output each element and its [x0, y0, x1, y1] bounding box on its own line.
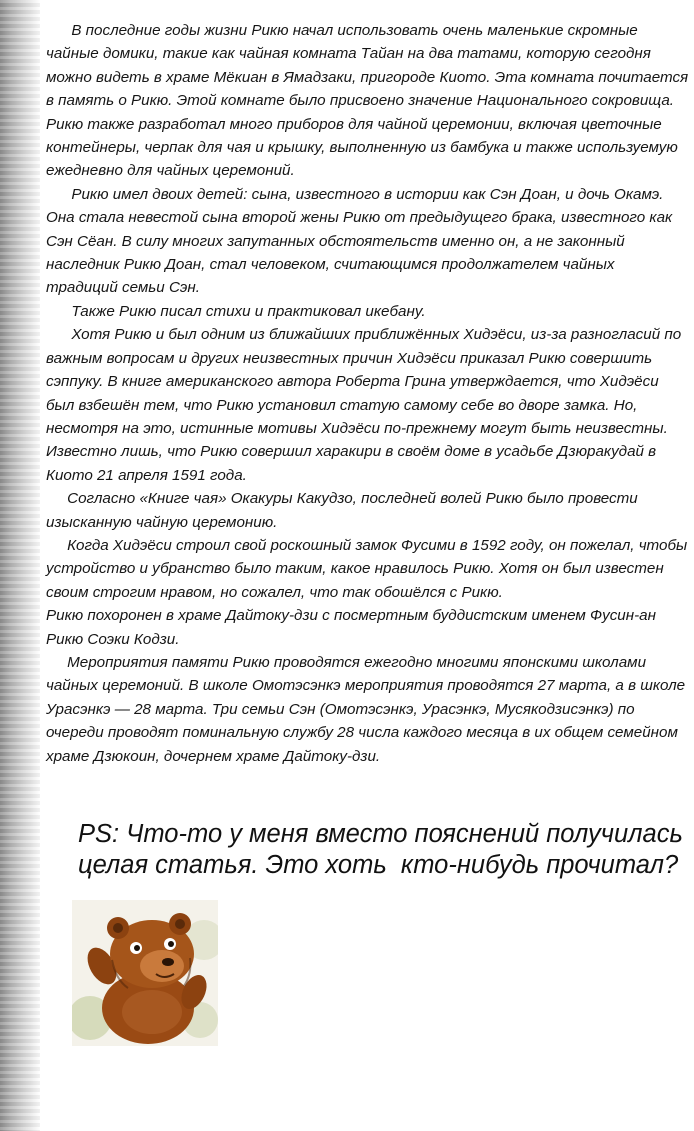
winnie-the-pooh-icon: [72, 900, 218, 1046]
page-left-edge: [0, 0, 40, 1131]
winnie-the-pooh-image: [72, 900, 218, 1046]
paragraph: Когда Хидэёси строил свой роскошный замок Фусими в 1592 году, он пожелал, чтобы устройство и убранство было таким, какое нравилось Рикю. Хотя он был известен своим строгим нравом, но сожалел, что так обошёлся с Рикю.: [46, 536, 692, 601]
paragraph: Мероприятия памяти Рикю проводятся ежегодно многими японскими школами чайных церемоний. В школе Омотэсэнкэ мероприятия проводятся 27 марта, а в школе Урасэнкэ — 28 марта. Три семьи Сэн (Омотэсэнкэ, Урасэнкэ, Мусякодзисэнкэ) по очереди проводят поминальную службу 28 числа каждого месяца в их общем семейном храме Дзюкоин, дочернем храме Дайтоку-дзи.: [46, 653, 690, 765]
paragraph: Также Рикю писал стихи и практиковал икебану.: [46, 302, 426, 320]
paragraph: Согласно «Книге чая» Окакуры Какудзо, последней волей Рикю было провести изысканную чайную церемонию.: [46, 490, 642, 531]
postscript-line: целая статья. Это хоть кто-нибудь прочитал?: [78, 851, 679, 879]
postscript: [78, 819, 683, 881]
postscript-line: PS: Что-то у меня вместо пояснений получилась: [78, 820, 683, 848]
paragraph: Рикю похоронен в храме Дайтоку-дзи с посмертным буддистским именем Фусин-ан Рикю Соэки Кодзи.: [46, 607, 661, 648]
paragraph: Рикю имел двоих детей: сына, известного в истории как Сэн Доан, и дочь Окамэ. Она стала невестой сына второй жены Рикю от предыдущего брака, известного как Сэн Сёан. В силу многих запутанных обстоятельств именно он, а не законный наследник Рикю Доан, стал человеком, считающимся продолжателем чайных традиций семьи Сэн.: [46, 185, 677, 297]
paragraph: В последние годы жизни Рикю начал использовать очень маленькие скромные чайные домики, такие как чайная комната Тайан на два татами, которую сегодня можно видеть в храме Мёкиан в Ямадзаки, пригороде Киото. Эта комната почитается в память о Рикю. Этой комнате было присвоено значение Национального сокровища. Рикю также разработал много приборов для чайной церемонии, включая цветочные контейнеры, черпак для чая и крышку, выполненную из бамбука и также используемую ежедневно для чайных церемоний.: [46, 22, 693, 180]
article-text: [46, 19, 693, 768]
paragraph: Хотя Рикю и был одним из ближайших приближённых Хидэёси, из-за разногласий по важным вопросам и других неизвестных причин Хидэёси приказал Рикю совершить сэппуку. В книге американского автора Роберта Грина утверждается, что Хидэёси был взбешён тем, что Рикю установил статую самому себе во дворе замка. Но, несмотря на это, истинные мотивы Хидэёси по-прежнему могут быть неизвестны. Известно лишь, что Рикю совершил харакири в своём доме в усадьбе Дзюракудай в Киото 21 апреля 1591 года.: [46, 326, 686, 484]
